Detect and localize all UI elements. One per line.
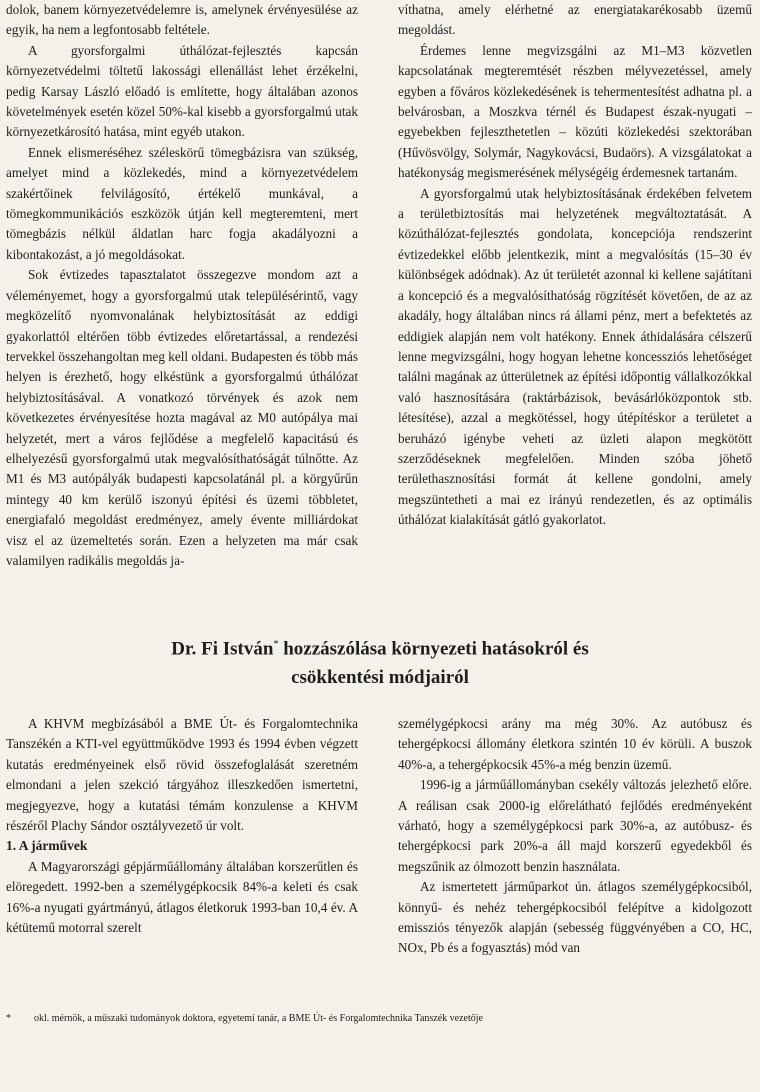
- paragraph: Sok évtizedes tapasztalatot összegezve mondom azt a véleményemet, hogy a gyorsforgalmú utak településérintő, vagy megközelítő nyomvonalának helybiztosítását az eddigi gyakorlattól eltérően több évtizedes előretartással, a rendezési tervekkel összehangoltan meg kell oldani. Budapesten és több más helyen is érezhető, hogy elkéstünk a gyorsforgalmú úthálózat helybiztosításával. A vonatkozó törvények és azok nem következetes érvényesítése hozta magával az M0 autópálya mai helyzetét, mert a város fejlődése a megfelelő kapacitású és elhelyezésű gyorsforgalmú utak megvalósíthatóságát túlnőtte. Az M1 és M3 autópályák budapesti kapcsolatánál pl. a körgyűrűn mintegy 40 km kerülő iszonyú építési és üzemi többletet, energiafaló megoldást eredményez, amely évente milliárdokat visz el az üzemeltetés során. Ezen a helyzeten ma már csak valamilyen radikális megoldás ja-: [6, 267, 358, 568]
- paragraph: Az ismertetett járműparkot ún. átlagos személygépkocsiból, könnyű- és nehéz tehergépkocsiból felépítve a kidolgozott emissziós tényezők alapján (sebesség függvényében a CO, HC, NOx, Pb és a fogyasztás) mód van: [398, 879, 752, 956]
- title-author: Dr. Fi István: [171, 638, 274, 660]
- footnote-text: okl. mérnök, a műszaki tudományok doktora, egyetemi tanár, a BME Út- és Forgalomtechnika Tanszék vezetője: [34, 1013, 483, 1024]
- paragraph: dolok, banem környezetvédelemre is, amelynek érvényesülése az egyik, ha nem a legfontosabb feltétele.: [6, 2, 358, 38]
- top-right-column: [398, 0, 752, 531]
- paragraph: Ennek elismeréséhez széleskörű tömegbázisra van szükség, amelyet mind a közlekedés, mind a környezetvédelem szakértőinek felvilágosító, értékelő munkával, a tömegkommunikációs eszközök útján kell megteremteni, mert tömegbázis nélkül áldatlan harc fogja akadályozni a kibontakozást, a jó megoldásokat.: [6, 144, 358, 262]
- title-line-2: csökkentési módjairól: [291, 667, 469, 689]
- paragraph: A KHVM megbízásából a BME Út- és Forgalomtechnika Tanszékén a KTI-vel együttműködve 1993 és 1994 évben végzett kutatás eredményeinek első rövid összefoglalását szeretném elmondani a jelen szekció tárgyához illeszkedően ismertetni, megjegyezve, hogy a kutatási témám konzulense a KHVM részéről Plachy Sándor osztályvezető úr volt.: [6, 716, 358, 834]
- paragraph: személygépkocsi arány ma még 30%. Az autóbusz és tehergépkocsi állomány életkora szintén 10 év körüli. A buszok 40%-a, a tehergépkocsik 45%-a még benzin üzemű.: [398, 716, 752, 772]
- paragraph: Érdemes lenne megvizsgálni az M1–M3 közvetlen kapcsolatának megteremtését részben mélyvezetéssel, amely egyben a főváros közlekedésének is tehermentesítést adhatna pl. a belvárosban, a Moszkva térnél és Budapest észak-nyugati – egyebekben fejleszthetetlen – közúti közlekedési szektorában (Hűvösvölgy, Solymár, Nagykovácsi, Budaörs). A vizsgálatokat a hatékonyság megismerésének mélységéig érdemesnek tartanám.: [398, 42, 752, 181]
- paragraph: A Magyarországi gépjárműállomány általában korszerűtlen és elöregedett. 1992-ben a személygépkocsik 84%-a keleti és csak 16%-a nyugati gyártmányú, átlagos életkoruk 1993-ban 10,4 év. A kétütemű motorral szerelt: [6, 858, 358, 936]
- paragraph: A gyorsforgalmi úthálózat-fejlesztés kapcsán környezetvédelmi töltetű lakossági ellenállást lehet érzékelni, pedig Karsay László előadó is említette, hogy általában azonos követelmények esetén közel 50%-kal kisebb a gyorsforgalmú utak környezetkárosító hatása, mint egyéb utakon.: [6, 42, 358, 140]
- paragraph: víthatna, amely elérhetné az energiatakarékosabb üzemű megoldást.: [398, 2, 752, 38]
- bottom-right-column: [398, 714, 752, 959]
- footnote-marker: *: [273, 639, 279, 650]
- article-title: [0, 630, 760, 692]
- bottom-left-column: [6, 714, 358, 938]
- section-heading: 1. A járművek: [6, 838, 88, 854]
- paragraph: 1996-ig a járműállományban csekély változás jelezhető előre. A reálisan csak 2000-ig előrelátható fejlődés eredményeként várható, hogy a személygépkocsi park 30%-a, az autóbusz- és tehergépkocsi park 20%-a áll majd korszerű egyedekből és megszűnik az ólmozott benzin használata.: [398, 777, 752, 874]
- paragraph: A gyorsforgalmú utak helybiztosításának érdekében felvetem a területbiztosítás mai helyzetének megváltoztatását. A közúthálózat-fejlesztés gondolata, koncepciója rendszerint évtizedekkel előbb jelentkezik, mint a megvalósítás (15–30 év különbségek adódnak). Az út területét azonnal ki kellene sajátítani a koncepció és a megvalósíthatóság rögzítését követően, de az az akadály, hogy általában nincs rá állami pénz, mert a befektetés az eddigiek alapján nem volt hatékony. Ennek áthidalására célszerű lenne megvizsgálni, hogy hogyan lehetne koncessziós lehetőséget találni magának az útterületnek az építési időpontig vállalkozókkal való hasznosítására (raktárbázisok, bevásárlóközpontok stb. létesítése), azzal a megkötéssel, hogy útépítéskor a területet a beruházó igénybe veheti az üzleti alapon megkötött szerződéseknek megfelelően. Minden szóba jöhető területhasznosítási formát át kellene gondolni, amely megszüntetheti a mai ez irányú rendezetlen, és az optimális úthálózat kialakítását gátló gyakorlatot.: [398, 185, 752, 528]
- top-left-column: [6, 0, 358, 571]
- footnote: [6, 1012, 756, 1026]
- footnote-mark: *: [6, 1013, 11, 1024]
- title-text: hozzászólása környezeti hatásokról és: [278, 638, 589, 660]
